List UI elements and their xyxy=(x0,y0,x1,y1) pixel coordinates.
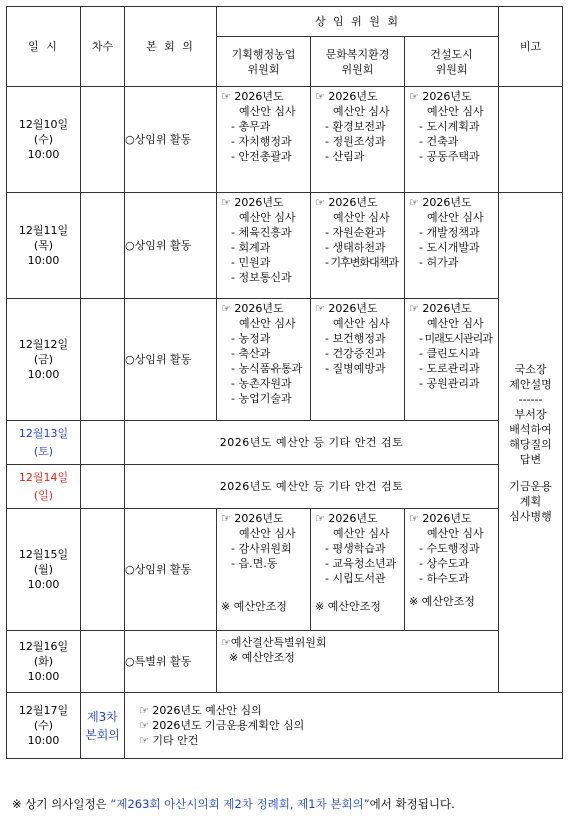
agenda-title: ☞ 2026년도 xyxy=(409,90,472,103)
date-cell xyxy=(7,299,81,421)
list-item: - 농업기술과 xyxy=(231,392,292,405)
date-cell xyxy=(7,193,81,299)
agenda-subtitle: 예산안 심사 xyxy=(427,317,484,330)
remark-line: 제안설명 xyxy=(509,377,552,391)
remark-line: 국소장 xyxy=(514,362,547,376)
agenda-subtitle: 예산안 심사 xyxy=(239,105,296,118)
session-cell xyxy=(81,509,125,631)
date-cell-saturday xyxy=(7,421,81,465)
adjustment-note: ※ 예산안조정 xyxy=(221,600,287,613)
committee-cell xyxy=(217,87,311,193)
time-label: 10:00 xyxy=(27,734,60,747)
session-cell xyxy=(81,87,125,193)
committee-cell xyxy=(405,299,499,421)
date-cell xyxy=(7,693,81,759)
list-item: - 수도행정과 xyxy=(419,542,480,555)
committee-cell xyxy=(405,193,499,299)
table-row xyxy=(7,87,563,193)
day-label: (수) xyxy=(33,133,54,146)
list-item: - 읍.면.동 xyxy=(231,557,278,570)
remark-line: 기금운용 xyxy=(509,479,552,493)
agenda-title: ☞ 2026년도 xyxy=(315,302,378,315)
date-cell-sunday xyxy=(7,465,81,509)
list-item: - 생태하천과 xyxy=(325,241,386,254)
table-row xyxy=(7,193,563,299)
list-item: - 교육청소년과 xyxy=(325,557,397,570)
list-item: - 농촌자원과 xyxy=(231,377,292,390)
committee-cell xyxy=(405,509,499,631)
header-session-no: 차수 xyxy=(81,7,125,87)
list-item: - 도로관리과 xyxy=(419,362,480,375)
date-cell xyxy=(7,87,81,193)
remark-line: 해당질의 xyxy=(509,437,552,451)
list-item: - 민원과 xyxy=(231,256,271,269)
weekend-review-text: 2026년도 예산안 등 기타 안건 검토 xyxy=(125,465,499,509)
list-item: - 보건행정과 xyxy=(325,332,386,345)
header-remarks: 비고 xyxy=(499,7,563,87)
agenda-title: ☞ 2026년도 xyxy=(315,90,378,103)
list-item: - 미래도시관리과 xyxy=(419,332,492,345)
committee-cell xyxy=(311,299,405,421)
date-label: 12월16일 xyxy=(18,640,69,653)
list-item: - 정보통신과 xyxy=(231,271,292,284)
remark-line: 배석하여 xyxy=(509,422,552,436)
date-label: 12월14일 xyxy=(18,470,69,484)
list-item: - 공동주택과 xyxy=(419,150,480,163)
header-committee-planning: 기획행정농업 위원회 xyxy=(217,37,311,87)
session-type: 본회의 xyxy=(85,727,120,742)
committee-cell xyxy=(311,509,405,631)
session-cell xyxy=(81,465,125,509)
plenary-activity: ○상임위 활동 xyxy=(125,87,217,193)
special-committee-title: ☞예산결산특별위원회 xyxy=(221,636,327,649)
header-committee-construction: 건설도시 위원회 xyxy=(405,37,499,87)
list-item: - 도시계획과 xyxy=(419,120,480,133)
list-item: - 체육진흥과 xyxy=(231,226,292,239)
agenda-title: ☞ 2026년도 xyxy=(221,196,284,209)
plenary-activity: ○상임위 활동 xyxy=(125,193,217,299)
table-row xyxy=(7,693,563,759)
adjustment-note: ※ 예산안조정 xyxy=(229,651,295,664)
special-committee-cell xyxy=(217,631,499,693)
remark-line: 심사병행 xyxy=(509,509,552,523)
remark-line: 답변 xyxy=(519,452,542,466)
list-item: - 시립도서관 xyxy=(325,572,386,585)
plenary-activity: ○특별위 활동 xyxy=(125,631,217,693)
agenda-subtitle: 예산안 심사 xyxy=(427,527,484,540)
date-label: 12월15일 xyxy=(18,548,69,561)
agenda-item: ☞ 2026년도 예산안 심의 xyxy=(139,704,262,717)
footer-session-name: “제263회 아산시의회 제2차 정례회, 제1차 본회의” xyxy=(110,797,370,811)
list-item: - 농정과 xyxy=(231,332,271,345)
time-label: 10:00 xyxy=(27,670,60,683)
session-cell xyxy=(81,421,125,465)
date-label: 12월11일 xyxy=(18,224,69,237)
time-label: 10:00 xyxy=(27,578,60,591)
date-label: 12월12일 xyxy=(18,338,69,351)
agenda-subtitle: 예산안 심사 xyxy=(333,211,390,224)
list-item: - 기후변화대책과 xyxy=(325,256,398,269)
header-plenary: 본 회 의 xyxy=(125,7,217,87)
session-cell-plenary xyxy=(81,693,125,759)
header-committee-welfare: 문화복지환경 위원회 xyxy=(311,37,405,87)
session-cell xyxy=(81,193,125,299)
footer-suffix: 에서 확정됩니다. xyxy=(369,797,455,811)
list-item: - 감사위원회 xyxy=(231,542,292,555)
date-cell xyxy=(7,509,81,631)
agenda-subtitle: 예산안 심사 xyxy=(239,317,296,330)
committee-cell xyxy=(217,299,311,421)
list-item: - 도시개발과 xyxy=(419,241,480,254)
agenda-subtitle: 예산안 심사 xyxy=(333,317,390,330)
day-label: (일) xyxy=(33,488,54,502)
adjustment-note: ※ 예산안조정 xyxy=(315,600,381,613)
day-label: (월) xyxy=(33,563,54,576)
day-label: (목) xyxy=(33,239,54,252)
header-standing-committee: 상 임 위 원 회 xyxy=(217,7,499,37)
list-item: - 축산과 xyxy=(231,347,271,360)
table-row xyxy=(7,421,563,465)
session-cell xyxy=(81,631,125,693)
agenda-title: ☞ 2026년도 xyxy=(221,90,284,103)
adjustment-note: ※ 예산안조정 xyxy=(409,595,475,608)
committee-cell xyxy=(311,193,405,299)
remarks-note xyxy=(499,193,563,693)
agenda-title: ☞ 2026년도 xyxy=(221,302,284,315)
list-item: - 공원관리과 xyxy=(419,377,480,390)
committee-cell xyxy=(217,509,311,631)
plenary-agenda-cell xyxy=(125,693,563,759)
session-number: 제3차 xyxy=(87,709,118,724)
list-item: - 건강증진과 xyxy=(325,347,386,360)
remark-line: 부서장 xyxy=(514,407,547,421)
committee-cell xyxy=(217,193,311,299)
agenda-subtitle: 예산안 심사 xyxy=(427,211,484,224)
list-item: - 자원순환과 xyxy=(325,226,386,239)
list-item: - 산림과 xyxy=(325,150,365,163)
agenda-title: ☞ 2026년도 xyxy=(315,196,378,209)
list-item: - 농식품유통과 xyxy=(231,362,303,375)
plenary-activity: ○상임위 활동 xyxy=(125,299,217,421)
list-item: - 자치행정과 xyxy=(231,135,292,148)
remarks-cell xyxy=(499,87,563,193)
date-label: 12월10일 xyxy=(18,118,69,131)
list-item: - 회계과 xyxy=(231,241,271,254)
agenda-title: ☞ 2026년도 xyxy=(315,512,378,525)
list-item: - 허가과 xyxy=(419,256,459,269)
agenda-subtitle: 예산안 심사 xyxy=(239,527,296,540)
header-date-time: 일 시 xyxy=(7,7,81,87)
committee-cell xyxy=(405,87,499,193)
agenda-item: ☞ 기타 안건 xyxy=(139,734,199,747)
table-row xyxy=(7,465,563,509)
table-row xyxy=(7,299,563,421)
agenda-title: ☞ 2026년도 xyxy=(221,512,284,525)
list-item: - 클린도시과 xyxy=(419,347,480,360)
list-item: - 환경보전과 xyxy=(325,120,386,133)
day-label: (토) xyxy=(33,444,54,458)
agenda-title: ☞ 2026년도 xyxy=(409,512,472,525)
time-label: 10:00 xyxy=(27,368,60,381)
time-label: 10:00 xyxy=(27,148,60,161)
date-label: 12월13일 xyxy=(18,426,69,440)
list-item: - 총무과 xyxy=(231,120,271,133)
committee-cell xyxy=(311,87,405,193)
table-row xyxy=(7,631,563,693)
list-item: - 정원조성과 xyxy=(325,135,386,148)
remark-line: 계획 xyxy=(519,494,542,508)
agenda-subtitle: 예산안 심사 xyxy=(427,105,484,118)
table-row xyxy=(7,509,563,631)
day-label: (화) xyxy=(33,655,54,668)
agenda-title: ☞ 2026년도 xyxy=(409,196,472,209)
list-item: - 질병예방과 xyxy=(325,362,386,375)
day-label: (금) xyxy=(33,353,54,366)
agenda-item: ☞ 2026년도 기금운용계획안 심의 xyxy=(139,719,305,732)
agenda-subtitle: 예산안 심사 xyxy=(239,211,296,224)
agenda-subtitle: 예산안 심사 xyxy=(333,105,390,118)
agenda-title: ☞ 2026년도 xyxy=(409,302,472,315)
weekend-review-text: 2026년도 예산안 등 기타 안건 검토 xyxy=(125,421,499,465)
plenary-activity: ○상임위 활동 xyxy=(125,509,217,631)
list-item: - 안전총괄과 xyxy=(231,150,292,163)
schedule-table xyxy=(6,6,563,759)
footer-note xyxy=(12,796,455,812)
list-item: - 하수도과 xyxy=(419,572,469,585)
day-label: (수) xyxy=(33,719,54,732)
session-cell xyxy=(81,299,125,421)
footer-prefix: ※ 상기 의사일정은 xyxy=(12,797,111,811)
list-item: - 평생학습과 xyxy=(325,542,386,555)
list-item: - 상수도과 xyxy=(419,557,469,570)
time-label: 10:00 xyxy=(27,254,60,267)
list-item: - 개발정책과 xyxy=(419,226,480,239)
agenda-subtitle: 예산안 심사 xyxy=(333,527,390,540)
list-item: - 건축과 xyxy=(419,135,459,148)
date-cell xyxy=(7,631,81,693)
remark-line: ------ xyxy=(518,392,543,406)
date-label: 12월17일 xyxy=(18,704,69,717)
